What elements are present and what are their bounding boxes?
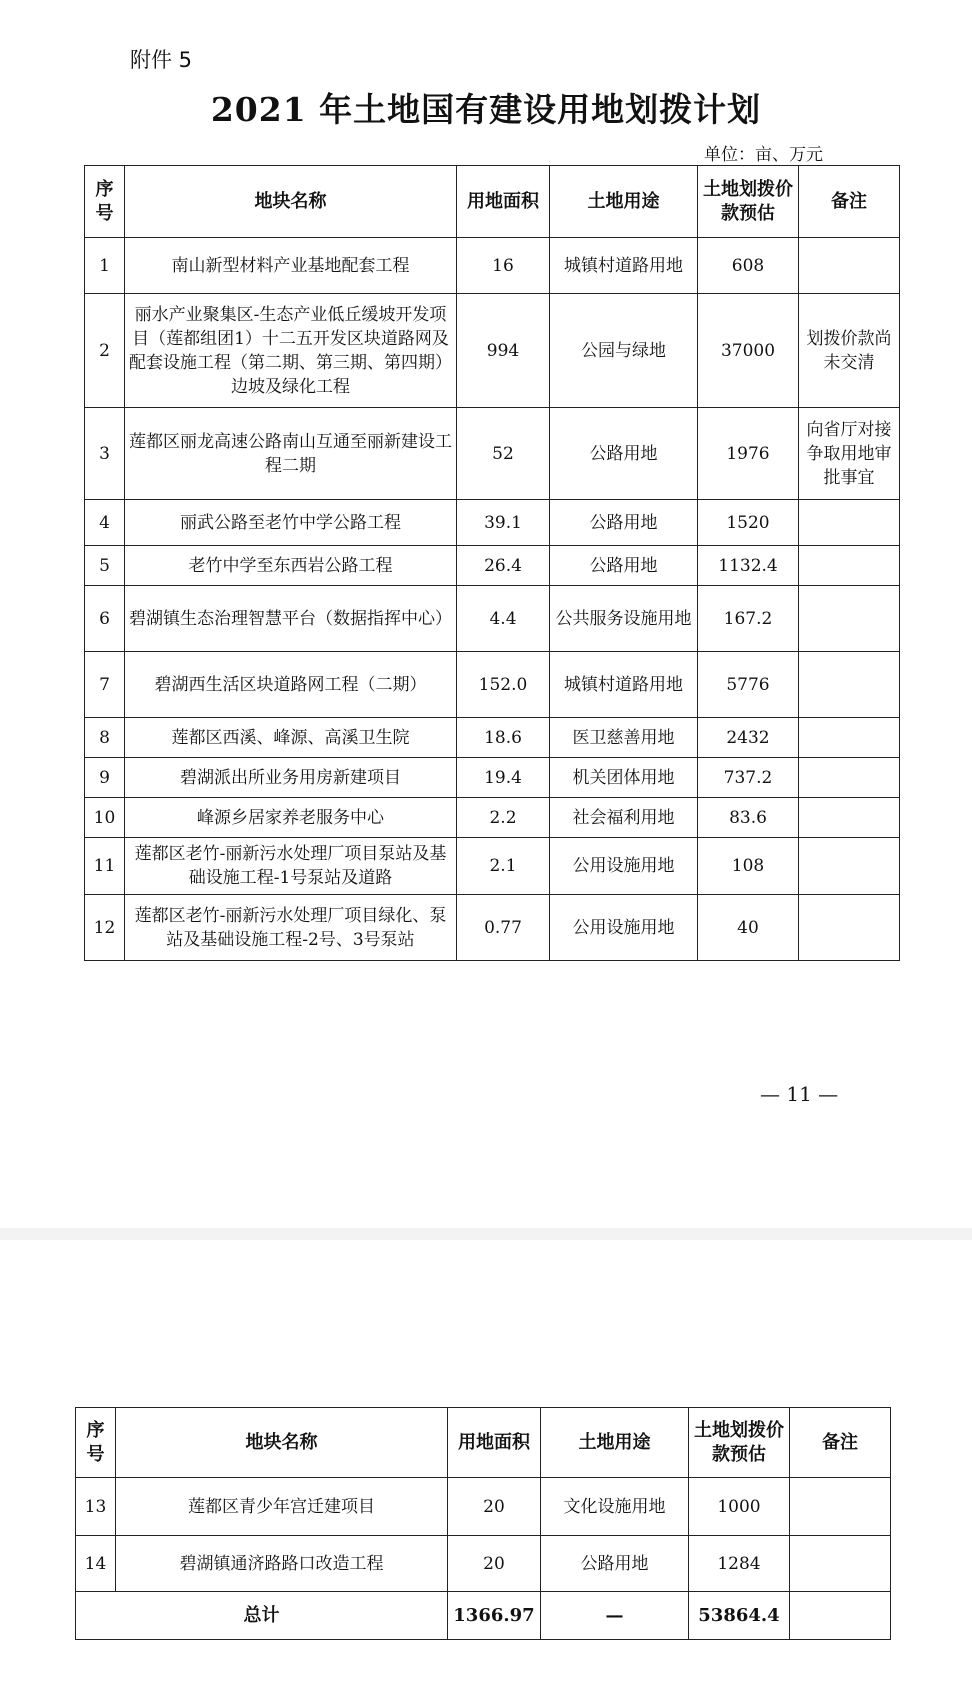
header-usage: 土地用途 (550, 166, 698, 238)
table-row (85, 294, 900, 408)
cell-price: 737.2 (698, 758, 799, 798)
cell-note: 向省厅对接争取用地审批事宜 (799, 408, 900, 500)
cell-seq: 11 (85, 838, 125, 895)
cell-price: 40 (698, 895, 799, 961)
table-row (85, 500, 900, 546)
cell-note (799, 895, 900, 961)
cell-seq: 14 (76, 1536, 116, 1592)
cell-price: 167.2 (698, 586, 799, 652)
header-area: 用地面积 (448, 1408, 541, 1478)
cell-name: 碧湖西生活区块道路网工程（二期） (125, 652, 457, 718)
cell-name: 老竹中学至东西岩公路工程 (125, 546, 457, 586)
cell-seq: 13 (76, 1478, 116, 1536)
cell-price: 608 (698, 238, 799, 294)
cell-usage: 公路用地 (541, 1536, 689, 1592)
cell-usage: 公路用地 (550, 546, 698, 586)
cell-price: 5776 (698, 652, 799, 718)
header-price: 土地划拨价款预估 (698, 166, 799, 238)
page-separator (0, 1228, 972, 1240)
cell-price: 108 (698, 838, 799, 895)
cell-seq: 1 (85, 238, 125, 294)
cell-area: 152.0 (457, 652, 550, 718)
cell-area: 994 (457, 294, 550, 408)
cell-seq: 5 (85, 546, 125, 586)
cell-area: 16 (457, 238, 550, 294)
cell-usage: 城镇村道路用地 (550, 652, 698, 718)
header-note: 备注 (790, 1408, 891, 1478)
cell-price: 1000 (689, 1478, 790, 1536)
cell-seq: 2 (85, 294, 125, 408)
cell-seq: 4 (85, 500, 125, 546)
header-usage: 土地用途 (541, 1408, 689, 1478)
total-label: 总计 (76, 1592, 448, 1640)
table-row (85, 758, 900, 798)
table-body-page1 (85, 238, 900, 961)
header-price: 土地划拨价款预估 (689, 1408, 790, 1478)
cell-usage: 公园与绿地 (550, 294, 698, 408)
cell-usage: 文化设施用地 (541, 1478, 689, 1536)
table-row (76, 1478, 891, 1536)
cell-seq: 9 (85, 758, 125, 798)
cell-note: 划拨价款尚未交清 (799, 294, 900, 408)
cell-price: 1132.4 (698, 546, 799, 586)
table-row (85, 586, 900, 652)
table-row (85, 838, 900, 895)
cell-usage: 机关团体用地 (550, 758, 698, 798)
document-title: 2021 年土地国有建设用地划拨计划 (210, 90, 762, 129)
cell-price: 1284 (689, 1536, 790, 1592)
total-row (76, 1592, 891, 1640)
header-area: 用地面积 (457, 166, 550, 238)
allocation-table-page1 (84, 165, 900, 961)
cell-note (799, 652, 900, 718)
unit-label: 单位：亩、万元 (704, 145, 823, 165)
cell-note (790, 1478, 891, 1536)
cell-seq: 10 (85, 798, 125, 838)
cell-price: 37000 (698, 294, 799, 408)
cell-note (799, 758, 900, 798)
cell-area: 20 (448, 1536, 541, 1592)
cell-seq: 7 (85, 652, 125, 718)
cell-name: 峰源乡居家养老服务中心 (125, 798, 457, 838)
cell-area: 18.6 (457, 718, 550, 758)
cell-name: 碧湖派出所业务用房新建项目 (125, 758, 457, 798)
cell-seq: 12 (85, 895, 125, 961)
total-note (790, 1592, 891, 1640)
cell-usage: 公共服务设施用地 (550, 586, 698, 652)
allocation-table-page2 (75, 1407, 891, 1640)
cell-note (790, 1536, 891, 1592)
cell-price: 83.6 (698, 798, 799, 838)
cell-seq: 3 (85, 408, 125, 500)
cell-name: 碧湖镇生态治理智慧平台（数据指挥中心） (125, 586, 457, 652)
table-header-row (76, 1408, 891, 1478)
cell-name: 南山新型材料产业基地配套工程 (125, 238, 457, 294)
table-row (85, 895, 900, 961)
header-name: 地块名称 (116, 1408, 448, 1478)
cell-price: 1976 (698, 408, 799, 500)
cell-note (799, 586, 900, 652)
cell-usage: 医卫慈善用地 (550, 718, 698, 758)
cell-name: 莲都区西溪、峰源、高溪卫生院 (125, 718, 457, 758)
cell-name: 丽水产业聚集区-生态产业低丘缓坡开发项目（莲都组团1）十二五开发区块道路网及配套设施工程（第二期、第三期、第四期）边坡及绿化工程 (125, 294, 457, 408)
cell-usage: 公路用地 (550, 408, 698, 500)
cell-name: 莲都区老竹-丽新污水处理厂项目泵站及基础设施工程-1号泵站及道路 (125, 838, 457, 895)
table-row (85, 408, 900, 500)
cell-note (799, 546, 900, 586)
table-header-row (85, 166, 900, 238)
cell-name: 莲都区老竹-丽新污水处理厂项目绿化、泵站及基础设施工程-2号、3号泵站 (125, 895, 457, 961)
total-price: 53864.4 (689, 1592, 790, 1640)
cell-area: 20 (448, 1478, 541, 1536)
page-number: — 11 — (760, 1082, 839, 1106)
cell-area: 19.4 (457, 758, 550, 798)
header-note: 备注 (799, 166, 900, 238)
cell-area: 0.77 (457, 895, 550, 961)
table-row (85, 718, 900, 758)
cell-area: 26.4 (457, 546, 550, 586)
total-area: 1366.97 (448, 1592, 541, 1640)
cell-name: 莲都区丽龙高速公路南山互通至丽新建设工程二期 (125, 408, 457, 500)
attachment-label: 附件 5 (130, 48, 193, 72)
table-row (76, 1536, 891, 1592)
table-row (85, 798, 900, 838)
cell-note (799, 238, 900, 294)
cell-name: 丽武公路至老竹中学公路工程 (125, 500, 457, 546)
cell-area: 2.1 (457, 838, 550, 895)
cell-note (799, 500, 900, 546)
cell-area: 52 (457, 408, 550, 500)
header-seq: 序号 (76, 1408, 116, 1478)
cell-usage: 公用设施用地 (550, 838, 698, 895)
cell-seq: 6 (85, 586, 125, 652)
cell-usage: 公用设施用地 (550, 895, 698, 961)
cell-note (799, 718, 900, 758)
header-name: 地块名称 (125, 166, 457, 238)
table-row (85, 546, 900, 586)
table-row (85, 652, 900, 718)
cell-area: 4.4 (457, 586, 550, 652)
total-usage: — (541, 1592, 689, 1640)
cell-note (799, 798, 900, 838)
cell-price: 1520 (698, 500, 799, 546)
cell-price: 2432 (698, 718, 799, 758)
cell-seq: 8 (85, 718, 125, 758)
cell-name: 碧湖镇通济路路口改造工程 (116, 1536, 448, 1592)
table-row (85, 238, 900, 294)
cell-usage: 公路用地 (550, 500, 698, 546)
cell-note (799, 838, 900, 895)
cell-area: 2.2 (457, 798, 550, 838)
table-body-page2 (76, 1478, 891, 1592)
cell-name: 莲都区青少年宫迁建项目 (116, 1478, 448, 1536)
cell-area: 39.1 (457, 500, 550, 546)
cell-usage: 社会福利用地 (550, 798, 698, 838)
cell-usage: 城镇村道路用地 (550, 238, 698, 294)
header-seq: 序号 (85, 166, 125, 238)
